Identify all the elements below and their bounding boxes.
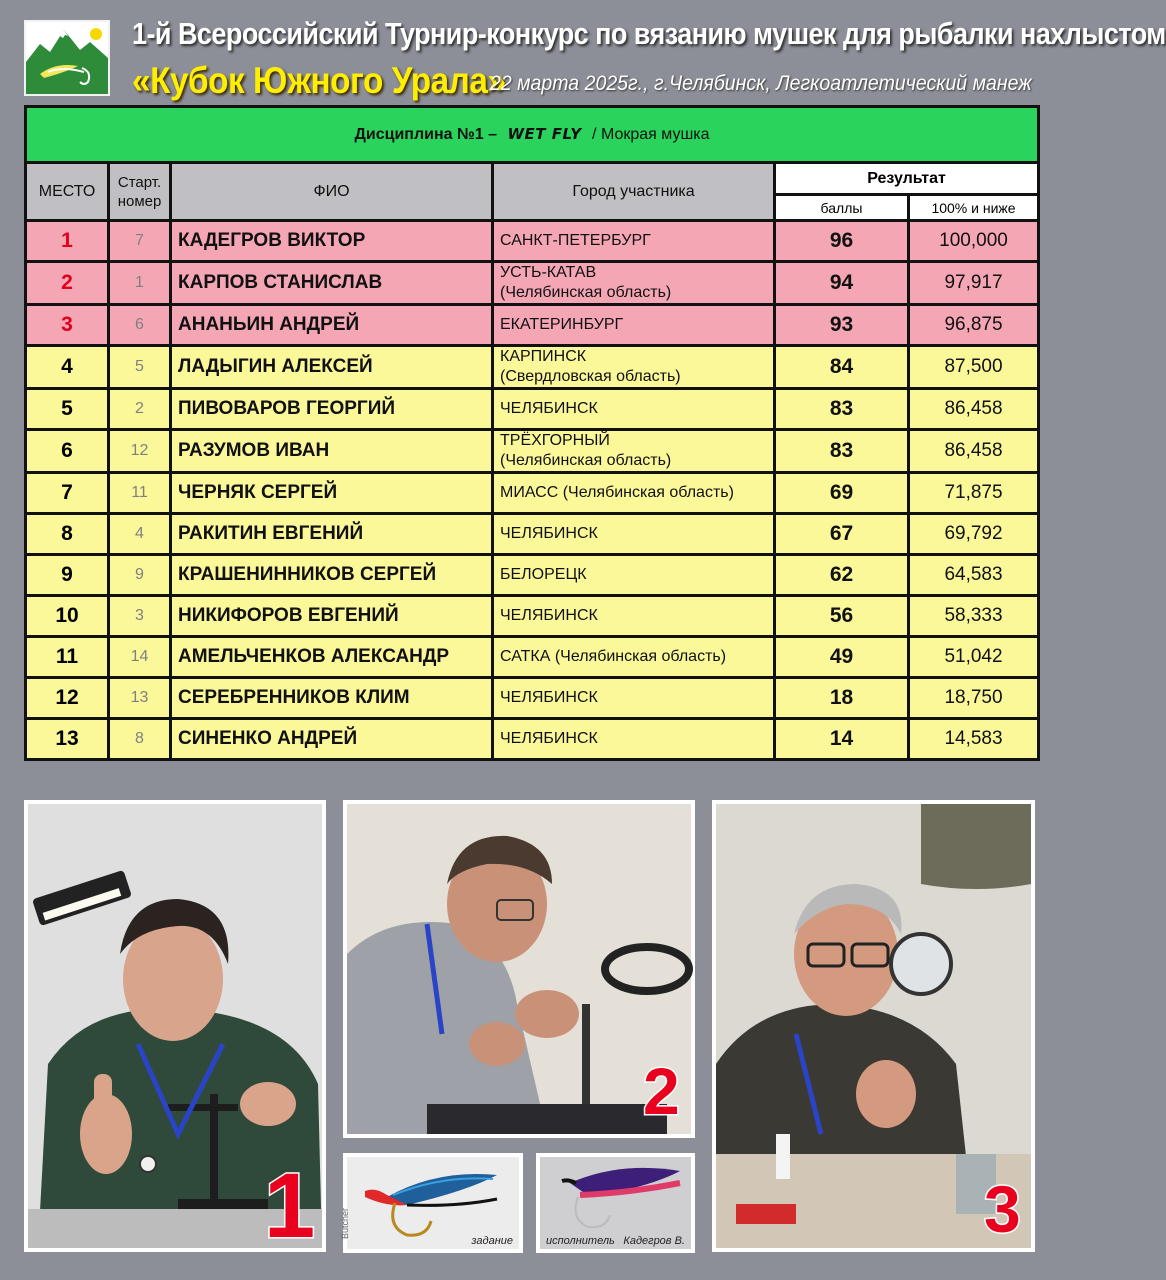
- fly-author-label: исполнитель: [546, 1235, 615, 1247]
- fly-sample-task: [340, 1153, 523, 1253]
- percent-cell: 96,875: [909, 305, 1039, 346]
- result-row: [26, 596, 1039, 637]
- score-cell: 83: [775, 389, 909, 430]
- result-row: [26, 346, 1039, 389]
- participant-name-cell: СЕРЕБРЕННИКОВ КЛИМ: [171, 678, 493, 719]
- col-header-points: баллы: [775, 195, 909, 221]
- city-cell: [493, 262, 775, 305]
- discipline-number: Дисциплина №1: [354, 126, 484, 143]
- start-number-cell: 9: [109, 555, 171, 596]
- percent-cell: 97,917: [909, 262, 1039, 305]
- score-cell: 83: [775, 430, 909, 473]
- result-row: [26, 514, 1039, 555]
- start-number-cell: 3: [109, 596, 171, 637]
- score-cell: 14: [775, 719, 909, 760]
- col-header-result: Результат: [775, 163, 1039, 195]
- start-number-cell: 7: [109, 221, 171, 262]
- place-cell: 4: [26, 346, 109, 389]
- place-cell: 3: [26, 305, 109, 346]
- participant-name-cell: РАКИТИН ЕВГЕНИЙ: [171, 514, 493, 555]
- col-header-pct: 100% и ниже: [909, 195, 1039, 221]
- city-line-1: УСТЬ-КАТАВ: [500, 264, 597, 281]
- percent-cell: 18,750: [909, 678, 1039, 719]
- discipline-name-ru: Мокрая мушка: [600, 126, 710, 143]
- discipline-row: [26, 107, 1039, 163]
- percent-cell: 71,875: [909, 473, 1039, 514]
- tournament-logo: [24, 20, 110, 96]
- score-cell: 18: [775, 678, 909, 719]
- city-cell: [493, 346, 775, 389]
- score-cell: 96: [775, 221, 909, 262]
- discipline-name-en: WET FLY: [507, 125, 582, 143]
- cup-name: «Кубок Южного Урала»: [132, 60, 506, 101]
- city-line-1: ЧЕЛЯБИНСК: [500, 730, 598, 747]
- city-cell: [493, 221, 775, 262]
- result-row: [26, 389, 1039, 430]
- city-cell: [493, 305, 775, 346]
- participant-name-cell: ЛАДЫГИН АЛЕКСЕЙ: [171, 346, 493, 389]
- city-cell: [493, 430, 775, 473]
- place-cell: 9: [26, 555, 109, 596]
- result-row: [26, 637, 1039, 678]
- start-number-cell: 12: [109, 430, 171, 473]
- score-cell: 49: [775, 637, 909, 678]
- col-header-start: Старт. номер: [109, 163, 171, 221]
- place-cell: 11: [26, 637, 109, 678]
- place-cell: 8: [26, 514, 109, 555]
- city-cell: [493, 596, 775, 637]
- city-line-1: САТКА (Челябинская область): [500, 648, 727, 665]
- start-number-cell: 14: [109, 637, 171, 678]
- city-cell: [493, 514, 775, 555]
- fly-pattern-side-label: Butcher: [340, 1207, 350, 1239]
- col-header-fio: ФИО: [171, 163, 493, 221]
- percent-cell: 69,792: [909, 514, 1039, 555]
- score-cell: 56: [775, 596, 909, 637]
- score-cell: 67: [775, 514, 909, 555]
- place-cell: 13: [26, 719, 109, 760]
- city-line-1: ЧЕЛЯБИНСК: [500, 400, 598, 417]
- city-line-1: ЧЕЛЯБИНСК: [500, 607, 598, 624]
- score-cell: 93: [775, 305, 909, 346]
- start-number-cell: 5: [109, 346, 171, 389]
- percent-cell: 64,583: [909, 555, 1039, 596]
- result-row: [26, 262, 1039, 305]
- participant-name-cell: АНАНЬИН АНДРЕЙ: [171, 305, 493, 346]
- city-line-2: (Челябинская область): [500, 284, 672, 301]
- percent-cell: 86,458: [909, 389, 1039, 430]
- participant-name-cell: ЧЕРНЯК СЕРГЕЙ: [171, 473, 493, 514]
- city-line-1: ТРЁХГОРНЫЙ: [500, 432, 610, 449]
- results-table: [24, 105, 1040, 761]
- header-row-1: [26, 163, 1039, 195]
- city-cell: [493, 473, 775, 514]
- photo-third-place: [712, 800, 1035, 1252]
- result-row: [26, 430, 1039, 473]
- result-row: [26, 719, 1039, 760]
- city-line-1: БЕЛОРЕЦК: [500, 566, 587, 583]
- photo-first-place: [24, 800, 326, 1257]
- percent-cell: 87,500: [909, 346, 1039, 389]
- place-cell: 6: [26, 430, 109, 473]
- city-cell: [493, 637, 775, 678]
- mountain-fly-logo-icon: [26, 22, 108, 94]
- discipline-dash: –: [488, 126, 498, 143]
- start-number-cell: 11: [109, 473, 171, 514]
- place-number-1: 1: [264, 1155, 316, 1257]
- fly-author-name: Кадегров В.: [623, 1235, 685, 1247]
- col-header-place: МЕСТО: [26, 163, 109, 221]
- tournament-title: 1-й Всероссийский Турнир-конкурс по вязанию мушек для рыбалки нахлыстом: [132, 16, 1166, 51]
- fly-task-caption: задание: [471, 1235, 513, 1247]
- place-cell: 2: [26, 262, 109, 305]
- city-cell: [493, 555, 775, 596]
- city-line-1: САНКТ-ПЕТЕРБУРГ: [500, 232, 651, 249]
- result-row: [26, 473, 1039, 514]
- percent-cell: 14,583: [909, 719, 1039, 760]
- place-cell: 12: [26, 678, 109, 719]
- city-cell: [493, 389, 775, 430]
- result-row: [26, 678, 1039, 719]
- participant-name-cell: РАЗУМОВ ИВАН: [171, 430, 493, 473]
- col-header-city: Город участника: [493, 163, 775, 221]
- start-number-cell: 4: [109, 514, 171, 555]
- score-cell: 84: [775, 346, 909, 389]
- place-number-3: 3: [984, 1172, 1021, 1246]
- result-row: [26, 221, 1039, 262]
- city-line-2: (Челябинская область): [500, 452, 672, 469]
- city-line-1: МИАСС (Челябинская область): [500, 484, 734, 501]
- place-cell: 5: [26, 389, 109, 430]
- results-body: [26, 221, 1039, 760]
- percent-cell: 58,333: [909, 596, 1039, 637]
- percent-cell: 51,042: [909, 637, 1039, 678]
- photo-second-place: [343, 800, 695, 1138]
- score-cell: 62: [775, 555, 909, 596]
- city-line-1: ЕКАТЕРИНБУРГ: [500, 316, 624, 333]
- result-row: [26, 555, 1039, 596]
- fly-sample-author: [536, 1153, 695, 1253]
- place-cell: 7: [26, 473, 109, 514]
- start-number-cell: 13: [109, 678, 171, 719]
- city-line-1: ЧЕЛЯБИНСК: [500, 525, 598, 542]
- city-line-2: (Свердловская область): [500, 368, 681, 385]
- place-cell: 10: [26, 596, 109, 637]
- city-cell: [493, 678, 775, 719]
- percent-cell: 100,000: [909, 221, 1039, 262]
- participant-name-cell: КРАШЕНИННИКОВ СЕРГЕЙ: [171, 555, 493, 596]
- participant-name-cell: КАРПОВ СТАНИСЛАВ: [171, 262, 493, 305]
- start-number-cell: 6: [109, 305, 171, 346]
- event-date-place: 22 марта 2025г., г.Челябинск, Легкоатлетический манеж: [490, 72, 1032, 95]
- score-cell: 94: [775, 262, 909, 305]
- participant-name-cell: АМЕЛЬЧЕНКОВ АЛЕКСАНДР: [171, 637, 493, 678]
- discipline-slash: /: [592, 126, 597, 143]
- percent-cell: 86,458: [909, 430, 1039, 473]
- participant-name-cell: КАДЕГРОВ ВИКТОР: [171, 221, 493, 262]
- start-number-cell: 8: [109, 719, 171, 760]
- participant-photo-2: [347, 804, 691, 1134]
- discipline-bar: [26, 107, 1039, 163]
- participant-name-cell: СИНЕНКО АНДРЕЙ: [171, 719, 493, 760]
- cup-name-line: [132, 60, 547, 104]
- result-row: [26, 305, 1039, 346]
- participant-name-cell: ПИВОВАРОВ ГЕОРГИЙ: [171, 389, 493, 430]
- city-line-1: КАРПИНСК: [500, 348, 587, 365]
- city-line-1: ЧЕЛЯБИНСК: [500, 689, 598, 706]
- place-cell: 1: [26, 221, 109, 262]
- start-number-cell: 1: [109, 262, 171, 305]
- city-cell: [493, 719, 775, 760]
- participant-name-cell: НИКИФОРОВ ЕВГЕНИЙ: [171, 596, 493, 637]
- score-cell: 69: [775, 473, 909, 514]
- place-number-2: 2: [643, 1054, 680, 1128]
- start-number-cell: 2: [109, 389, 171, 430]
